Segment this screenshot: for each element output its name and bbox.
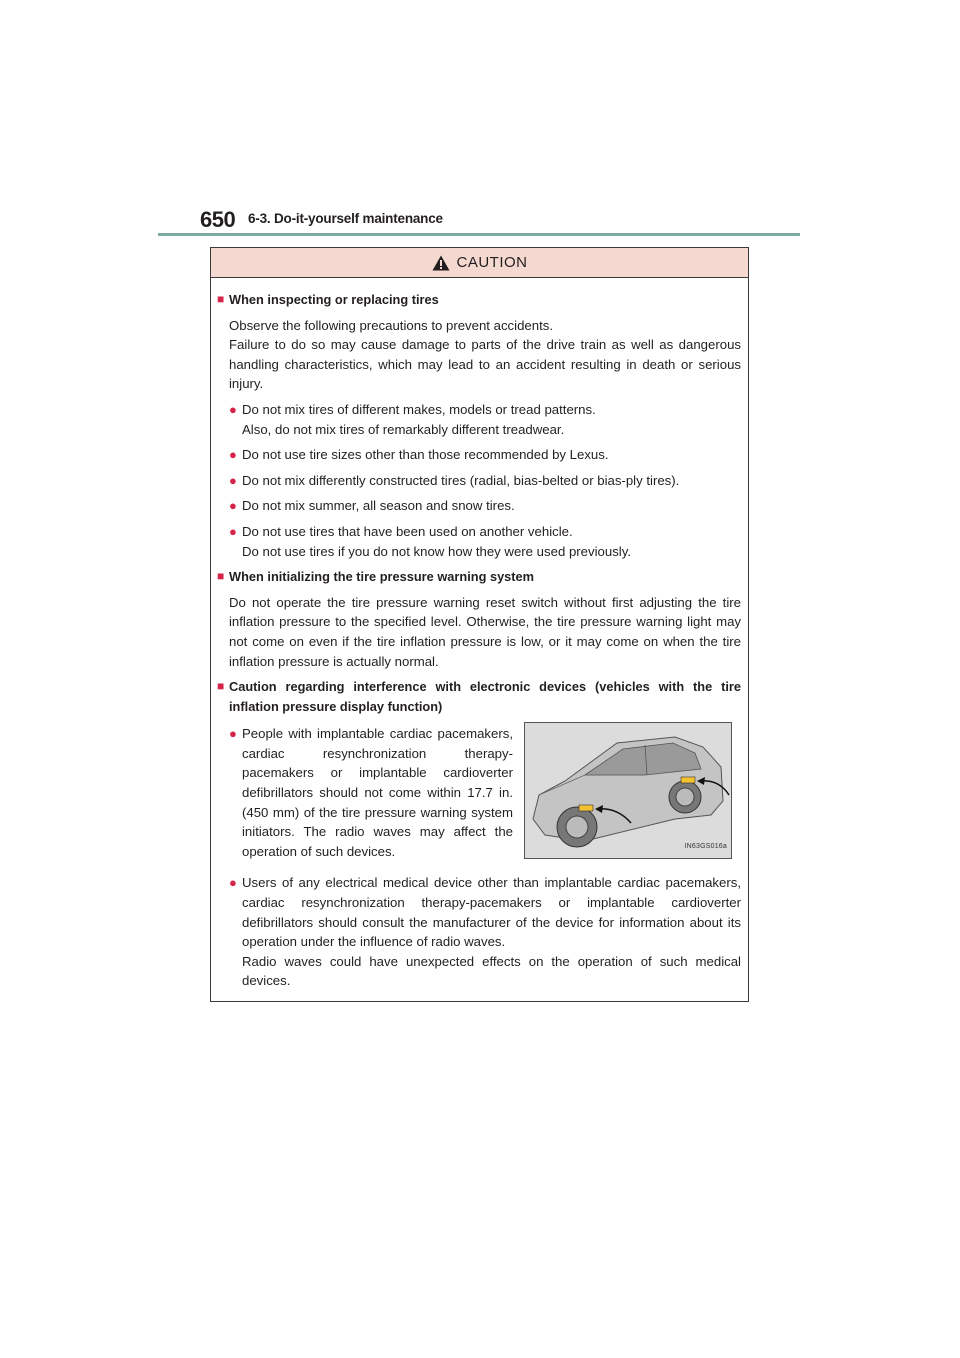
round-bullet-icon: ● (229, 401, 237, 417)
square-bullet-icon: ■ (217, 569, 225, 584)
media-row (229, 722, 741, 867)
section-heading: ■ When inspecting or replacing tires (217, 290, 741, 310)
page-header (200, 207, 800, 231)
paragraph: Observe the following precautions to prevent accidents. Failure to do so may cause damage to parts of the drive train as well as dangerous handling characteristics, which may lead to an accident resulting in death or serious injury. (229, 317, 741, 392)
section-heading: ■ Caution regarding interference with electronic devices (vehicles with the tire inflation pressure display function) (217, 677, 741, 716)
round-bullet-icon: ● (229, 875, 237, 891)
section-heading: ■ When initializing the tire pressure warning system (217, 567, 741, 587)
round-bullet-icon: ● (229, 523, 237, 539)
square-bullet-icon: ■ (217, 292, 225, 306)
header-rule (158, 233, 800, 236)
page-number: 650 (200, 207, 236, 232)
round-bullet-icon: ● (229, 472, 237, 488)
round-bullet-icon: ● (229, 498, 237, 514)
caution-title: CAUTION (456, 254, 528, 271)
car-illustration (524, 722, 732, 859)
warning-triangle-icon (432, 255, 450, 271)
caution-header (211, 248, 748, 278)
list-item: ● People with implantable cardiac pacemakers, cardiac resynchronization therapy-pacemakers or implantable cardioverter defibrillators should not come within 17.7 in. (450 mm) of the tire pressure warning system initiators. The radio waves may affect the operation of such devices. (229, 724, 513, 861)
square-bullet-icon: ■ (217, 679, 225, 694)
list-item: ● Users of any electrical medical device other than implantable cardiac pacemakers, cardiac resynchronization therapy-pacemakers or implantable cardioverter defibrillators should consult the manufacturer of the device for information about its operation under the influence of radio waves. Radio waves could have unexpected effects on the operation of such medical devices. (229, 873, 741, 991)
paragraph: Do not operate the tire pressure warning reset switch without first adjusting the tire inflation pressure to the specified level. Otherwise, the tire pressure warning light may not come on even if the tire inflation pressure is low, or it may come on when the tire inflation pressure is actually normal. (229, 594, 741, 669)
list-item: ● Do not mix tires of different makes, models or tread patterns. Also, do not mix tires of remarkably different treadwear. (229, 400, 741, 439)
round-bullet-icon: ● (229, 447, 237, 463)
round-bullet-icon: ● (229, 726, 237, 742)
list-item: ● Do not use tire sizes other than those recommended by Lexus. (229, 445, 741, 465)
caution-body (211, 278, 748, 991)
list-item: ● Do not use tires that have been used on another vehicle. Do not use tires if you do not know how they were used previously. (229, 522, 741, 561)
section-title: 6-3. Do-it-yourself maintenance (248, 211, 443, 226)
figure-label: IN63GS016a (684, 842, 727, 850)
caution-box (210, 247, 749, 1002)
list-item: ● Do not mix differently constructed tires (radial, bias-belted or bias-ply tires). (229, 471, 741, 491)
list-item: ● Do not mix summer, all season and snow tires. (229, 496, 741, 516)
